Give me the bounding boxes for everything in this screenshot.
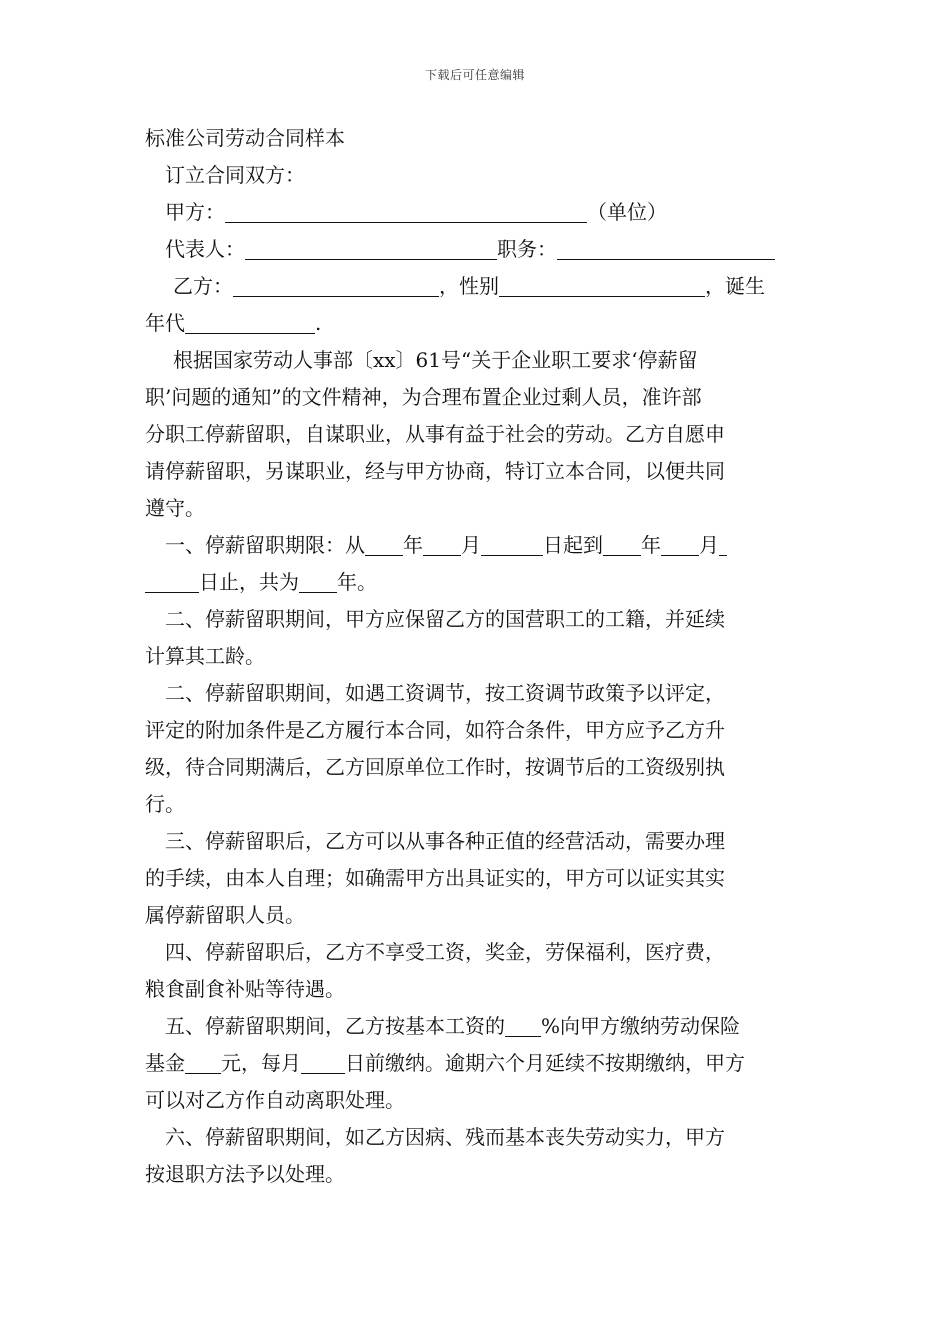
end-day-blank-start — [719, 531, 727, 556]
percent-blank — [505, 1012, 541, 1037]
clause-line: 计算其工龄。 — [145, 644, 265, 668]
clause-6-line — [145, 1045, 810, 1082]
clause-5 — [145, 934, 810, 1008]
clause-line: 的手续，由本人自理；如确需甲方出具证实的，甲方可以证实其实 — [145, 866, 725, 890]
monthly-label: 元，每月 — [221, 1051, 301, 1075]
preamble-line: 请停薪留职，另谋职业，经与甲方协商，特订立本合同，以便共同 — [145, 459, 725, 483]
clause-line: 可以对乙方作自动离职处理。 — [145, 1088, 405, 1112]
clause-3 — [145, 675, 810, 823]
clause-1-end-day-label: 日止，共为 — [199, 570, 299, 594]
party-b-blank — [233, 272, 439, 297]
clause-6-line2-suffix: 日前缴纳。逾期六个月延续不按期缴纳，甲方 — [345, 1051, 745, 1075]
end-month-blank — [661, 531, 699, 556]
clause-1-day-label: 日起到 — [543, 533, 603, 557]
clause-line: 四、停薪留职后，乙方不享受工资，奖金，劳保福利，医疗费， — [165, 940, 725, 964]
representative-line — [145, 231, 810, 268]
era-blank — [185, 309, 315, 334]
end-year-blank — [603, 531, 641, 556]
clause-7 — [145, 1119, 810, 1193]
clause-1-end-year-label: 年 — [641, 533, 661, 557]
clause-line: 级，待合同期满后，乙方回原单位工作时，按调节后的工资级别执 — [145, 755, 725, 779]
clause-line: 粮食副食补贴等待遇。 — [145, 977, 345, 1001]
position-label: 职务： — [497, 237, 557, 261]
parties-intro: 订立合同双方： — [165, 163, 305, 187]
header-note: 下载后可任意编辑 — [424, 68, 525, 82]
clause-line: 属停薪留职人员。 — [145, 903, 305, 927]
party-a-blank — [225, 198, 587, 223]
clause-6-prefix: 五、停薪留职期间，乙方按基本工资的 — [165, 1014, 505, 1038]
gender-blank — [499, 272, 705, 297]
clause-line: 二、停薪留职期间，甲方应保留乙方的国营职工的工籍，并延续 — [165, 607, 725, 631]
clause-1-line — [145, 527, 810, 564]
clause-line: 六、停薪留职期间，如乙方因病、残而基本丧失劳动实力，甲方 — [165, 1125, 725, 1149]
clause-2 — [145, 601, 810, 675]
preamble-line: 遵守。 — [145, 496, 205, 520]
preamble-line: 分职工停薪留职，自谋职业，从事有益于社会的劳动。乙方自愿申 — [145, 422, 725, 446]
clause-6 — [145, 1008, 810, 1119]
end-day-blank — [145, 568, 199, 593]
clause-6-suffix: %向甲方缴纳劳动保险 — [541, 1014, 741, 1038]
clause-1-year-label: 年 — [403, 533, 423, 557]
birth-label: ，诞生 — [705, 274, 765, 298]
start-year-blank — [365, 531, 403, 556]
clause-1-month-label: 月 — [461, 533, 481, 557]
start-month-blank — [423, 531, 461, 556]
clause-line: 评定的附加条件是乙方履行本合同，如符合条件，甲方应予乙方升 — [145, 718, 725, 742]
party-a-suffix: （单位） — [587, 200, 667, 224]
clause-1-line — [145, 564, 810, 601]
start-day-blank — [481, 531, 543, 556]
party-a-line — [145, 194, 810, 231]
clause-line: 三、停薪留职后，乙方可以从事各种正值的经营活动，需要办理 — [165, 829, 725, 853]
clause-6-line — [145, 1008, 810, 1045]
clause-1-end-month-label: 月 — [699, 533, 719, 557]
representative-blank — [245, 235, 497, 260]
clause-1-total-label: 年。 — [337, 570, 377, 594]
era-suffix: . — [315, 311, 322, 335]
clause-line: 二、停薪留职期间，如遇工资调节，按工资调节政策予以评定， — [165, 681, 725, 705]
contract-document — [145, 120, 810, 1193]
representative-label: 代表人： — [165, 237, 245, 261]
clause-line: 按退职方法予以处理。 — [145, 1162, 345, 1186]
era-line — [145, 305, 810, 342]
preamble-line: 根据国家劳动人事部〔xx〕61号“关于企业职工要求‘停薪留 — [173, 348, 698, 372]
fund-amount-blank — [185, 1049, 221, 1074]
party-a-label: 甲方： — [165, 200, 225, 224]
document-title: 标准公司劳动合同样本 — [145, 126, 345, 150]
clause-1 — [145, 527, 810, 601]
total-years-blank — [299, 568, 337, 593]
party-b-line — [145, 268, 810, 305]
party-b-label: 乙方： — [173, 274, 233, 298]
fund-label: 基金 — [145, 1051, 185, 1075]
clause-1-prefix: 一、停薪留职期限：从 — [165, 533, 365, 557]
preamble-line: 职’问题的通知”的文件精神，为合理布置企业过剩人员，准许部 — [145, 385, 702, 409]
gender-label: ，性别 — [439, 274, 499, 298]
clause-line: 行。 — [145, 792, 185, 816]
preamble — [145, 342, 810, 527]
era-label: 年代 — [145, 311, 185, 335]
due-day-blank — [301, 1049, 345, 1074]
clause-4 — [145, 823, 810, 934]
position-blank — [557, 235, 775, 260]
